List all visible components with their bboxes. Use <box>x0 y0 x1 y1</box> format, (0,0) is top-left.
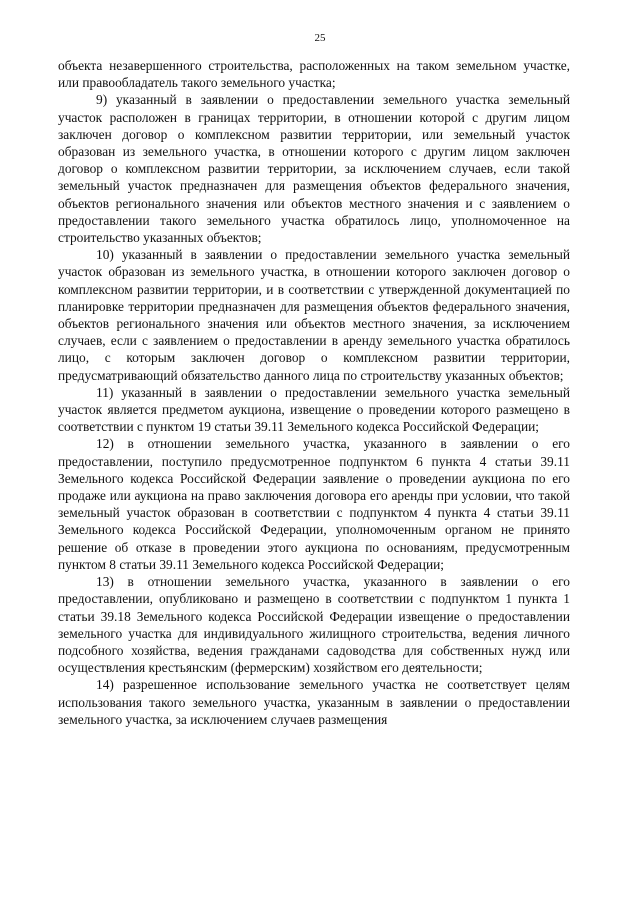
paragraph-item-10: 10) указанный в заявлении о предоставлении земельного участка земельный участок образован из земельного участка, в отношении которого заключен договор о комплексном развитии территории, и в соответствии с утвержденной документацией по планировке территории предназначен для размещения объектов федерального значения, объектов регионального значения или объектов местного значения, за исключением случаев, если с заявлением о предоставлении в аренду земельного участка обратилось лицо, с которым заключен договор о комплексном развитии территории, предусматривающий обязательство данного лица по строительству указанных объектов; <box>58 247 570 383</box>
paragraph-item-9: 9) указанный в заявлении о предоставлении земельного участка земельный участок расположен в границах территории, в отношении которой с другим лицом заключен договор о комплексном развитии территории, или земельный участок образован из земельного участка, в отношении которого с другим лицом заключен договор о комплексном развитии территории, за исключением случаев, если такой земельный участок предназначен для размещения объектов федерального значения, объектов регионального значения или объектов местного значения и с заявлением о предоставлении такого земельного участка обратилось лицо, уполномоченное на строительство указанных объектов; <box>58 92 570 246</box>
paragraph-continuation: объекта незавершенного строительства, расположенных на таком земельном участке, или правообладатель такого земельного участка; <box>58 58 570 91</box>
document-body <box>58 57 570 728</box>
paragraph-item-13: 13) в отношении земельного участка, указанного в заявлении о его предоставлении, опубликовано и размещено в соответствии с подпунктом 1 пункта 1 статьи 39.18 Земельного кодекса Российской Федерации извещение о предоставлении земельного участка для индивидуального жилищного строительства, ведения личного подсобного хозяйства, ведения гражданами садоводства для собственных нужд или осуществления крестьянским (фермерским) хозяйством его деятельности; <box>58 574 570 676</box>
paragraph-item-12: 12) в отношении земельного участка, указанного в заявлении о его предоставлении, поступило предусмотренное подпунктом 6 пункта 4 статьи 39.11 Земельного кодекса Российской Федерации заявление о проведении аукциона по его продаже или аукциона на право заключения договора его аренды при условии, что такой земельный участок образован в соответствии с подпунктом 4 пункта 4 статьи 39.11 Земельного кодекса Российской Федерации, уполномоченным органом не принято решение об отказе в проведении этого аукциона по основаниям, предусмотренным пунктом 8 статьи 39.11 Земельного кодекса Российской Федерации; <box>58 436 570 572</box>
page-number: 25 <box>314 32 326 44</box>
paragraph-item-14: 14) разрешенное использование земельного участка не соответствует целям использования такого земельного участка, указанным в заявлении о предоставлении земельного участка, за исключением случаев размещения <box>58 677 570 727</box>
paragraph-item-11: 11) указанный в заявлении о предоставлении земельного участка земельный участок является предметом аукциона, извещение о проведении которого размещено в соответствии с пунктом 19 статьи 39.11 Земельного кодекса Российской Федерации; <box>58 384 570 435</box>
